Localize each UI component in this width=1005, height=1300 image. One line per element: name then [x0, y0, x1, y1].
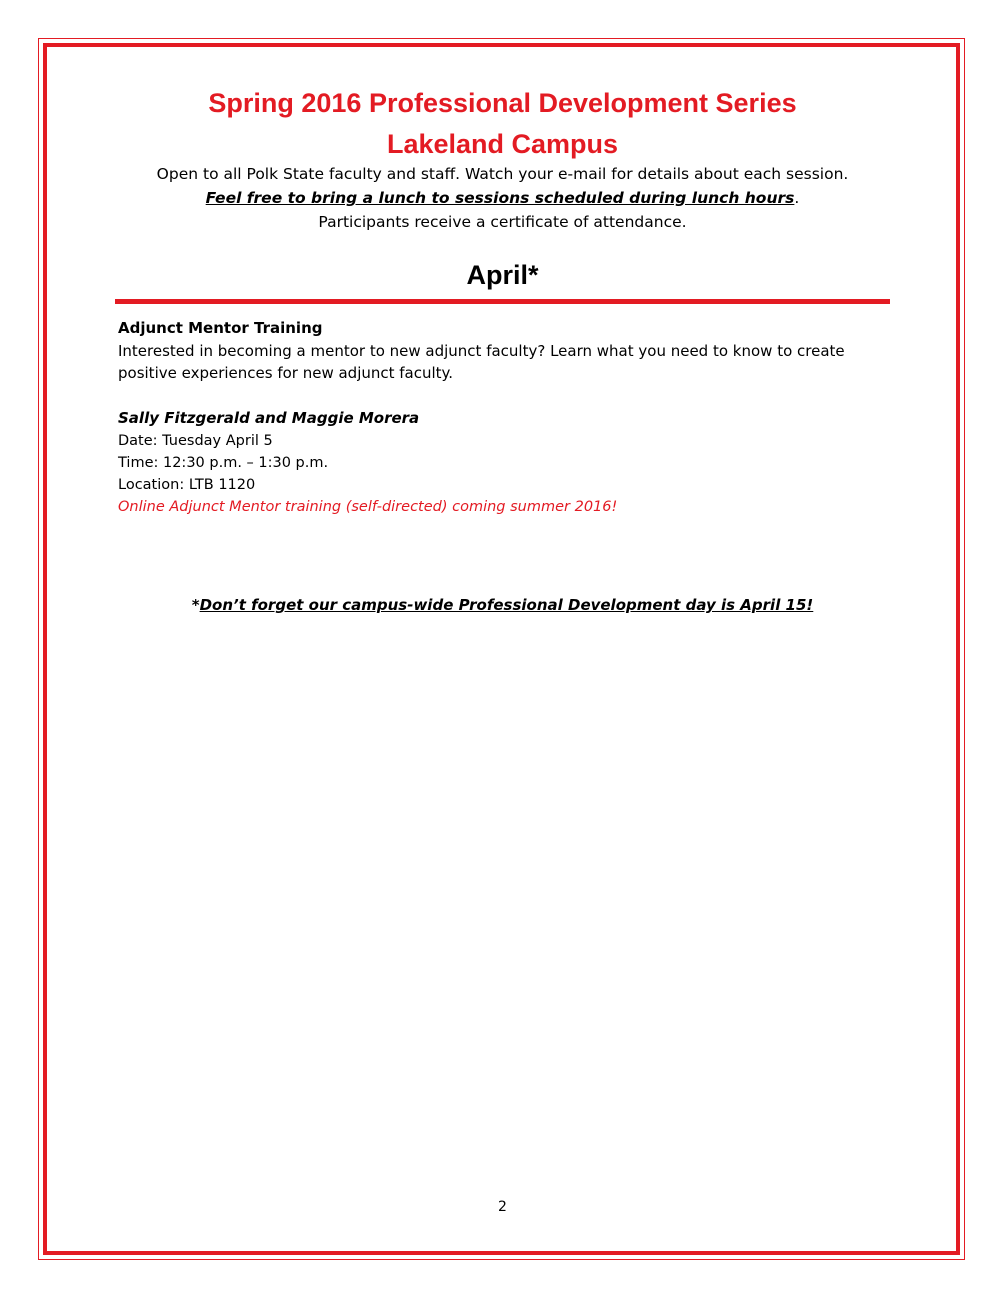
month-heading: April* — [466, 260, 539, 290]
intro-audience: Open to all Polk State faculty and staff. Watch your e-mail for details about each session. — [156, 165, 849, 183]
page-subtitle: Lakeland Campus — [386, 129, 619, 159]
online-training-note: Online Adjunct Mentor training (self-directed) coming summer 2016! — [118, 499, 618, 515]
page-number: 2 — [498, 1199, 507, 1215]
page-title: Spring 2016 Professional Development Series — [208, 88, 797, 118]
lunch-note-period: . — [794, 189, 800, 207]
session-location: Location: LTB 1120 — [118, 477, 256, 493]
pd-day-reminder — [0, 594, 1005, 616]
lunch-note-emphasis: Feel free to bring a lunch to sessions scheduled during lunch hours — [205, 189, 795, 207]
section-divider — [115, 299, 890, 304]
reminder-text: Don’t forget our campus-wide Professional Development day is April 15! — [199, 596, 814, 614]
intro-certificate: Participants receive a certificate of attendance. — [318, 213, 687, 231]
session-title: Adjunct Mentor Training — [118, 319, 323, 337]
session-date: Date: Tuesday April 5 — [118, 433, 273, 449]
intro-lunch-note — [0, 187, 1005, 209]
session-time: Time: 12:30 p.m. – 1:30 p.m. — [118, 455, 329, 471]
reminder-asterisk: * — [191, 596, 200, 614]
session-description: Interested in becoming a mentor to new adjunct faculty? Learn what you need to know to create positive experiences for new adjunct faculty. — [118, 342, 845, 382]
session-presenters: Sally Fitzgerald and Maggie Morera — [118, 409, 420, 427]
